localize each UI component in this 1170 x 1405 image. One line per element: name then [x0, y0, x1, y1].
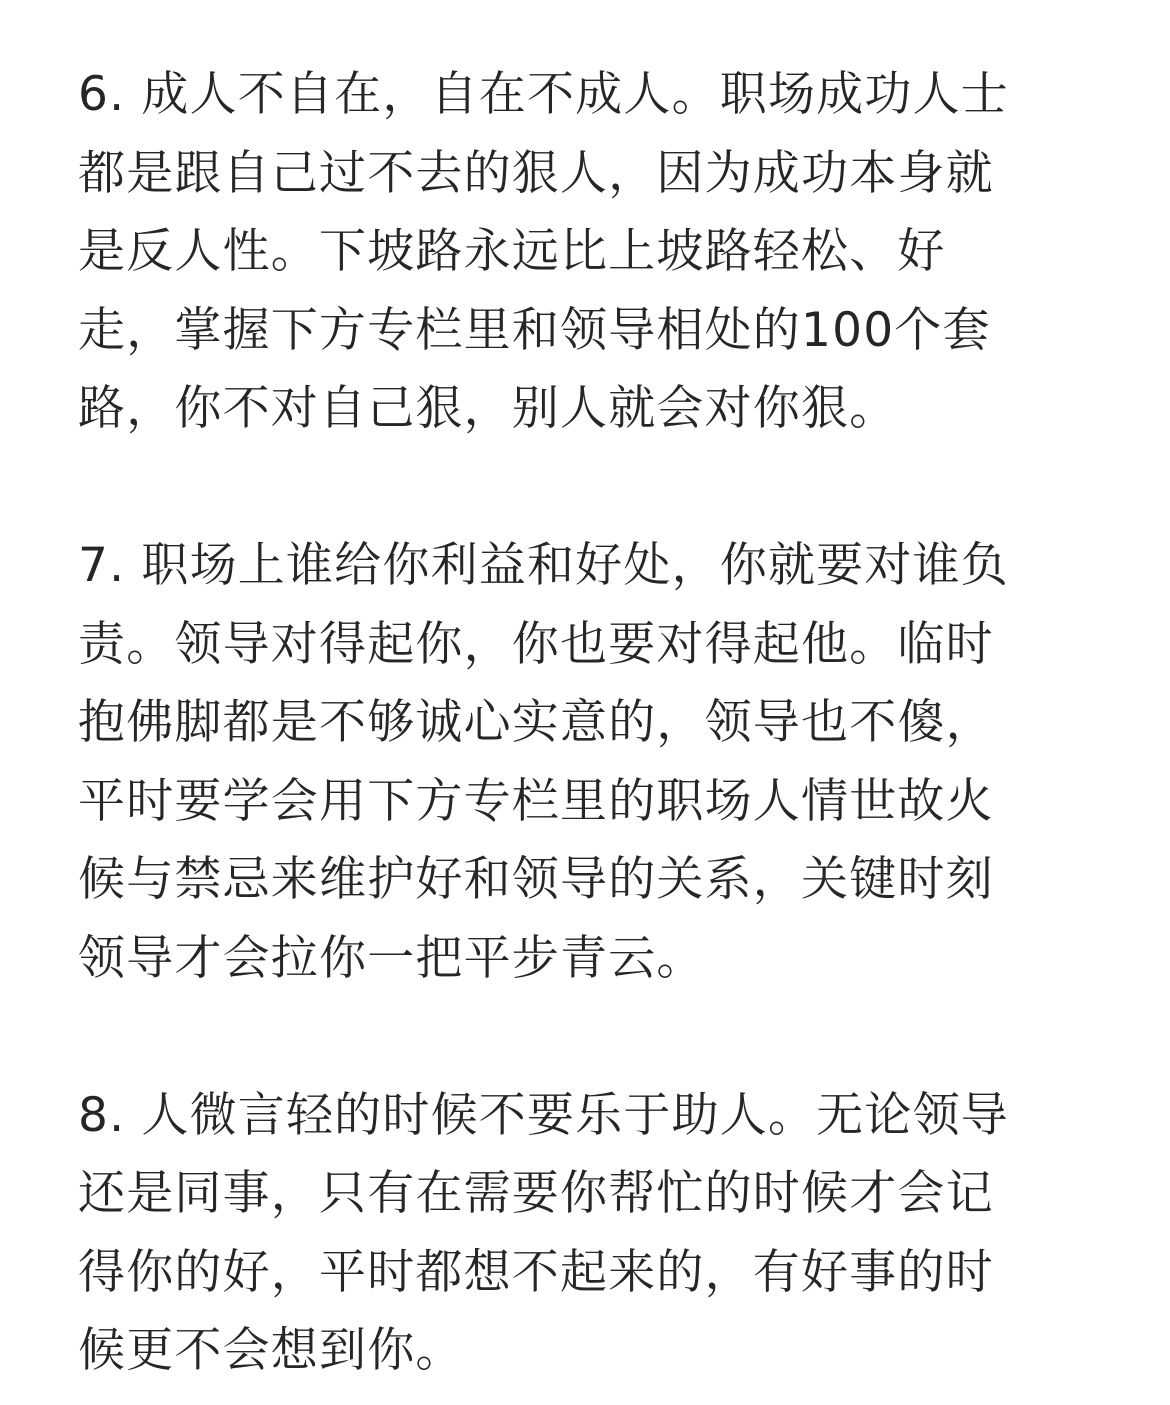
text-line: 平时要学会用下方专栏里的职场人情世故火: [78, 773, 994, 829]
paragraph-7: [78, 527, 1098, 998]
paragraph-8: [78, 1077, 1098, 1391]
text-line: 得你的好，平时都想不起来的，有好事的时: [78, 1244, 994, 1300]
text-line: 走，掌握下方专栏里和领导相处的100个套: [78, 302, 991, 358]
text-line: 路，你不对自己狠，别人就会对你狠。: [78, 381, 898, 436]
article-body: [78, 56, 1098, 1391]
paragraph-6: [78, 56, 1098, 449]
paragraph-spacer: [78, 998, 1098, 1077]
text-line: 候更不会想到你。: [78, 1323, 464, 1378]
text-line: 都是跟自己过不去的狠人，因为成功本身就: [78, 145, 994, 201]
paragraph-spacer: [78, 449, 1098, 528]
text-line: 抱佛脚都是不够诚心实意的，领导也不傻，: [78, 695, 994, 750]
text-line: 7. 职场上谁给你利益和好处，你就要对谁负: [78, 538, 1009, 593]
text-line: 8. 人微言轻的时候不要乐于助人。无论领导: [78, 1087, 1009, 1143]
text-line: 领导才会拉你一把平步青云。: [78, 930, 705, 986]
text-line: 候与禁忌来维护好和领导的关系，关键时刻: [78, 852, 994, 907]
text-line: 还是同事，只有在需要你帮忙的时候才会记: [78, 1166, 994, 1221]
text-line: 责。领导对得起你，你也要对得起他。临时: [78, 616, 994, 672]
text-line: 是反人性。下坡路永远比上坡路轻松、好: [78, 224, 946, 279]
text-line: 6. 成人不自在，自在不成人。职场成功人士: [78, 67, 1009, 122]
